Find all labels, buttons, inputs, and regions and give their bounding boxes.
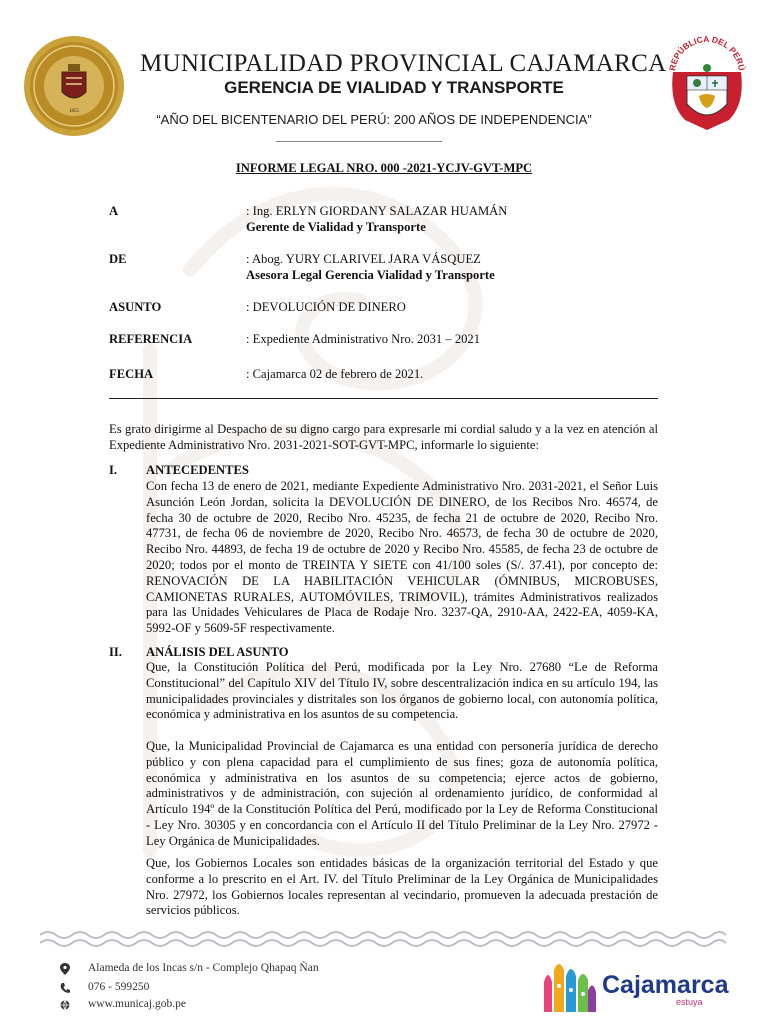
field-label-de: DE — [109, 252, 127, 266]
section-1-number: I. — [109, 463, 118, 477]
brand-tagline: estuya — [676, 997, 703, 1007]
fields-divider — [109, 398, 658, 399]
section-2-paragraph-3: Que, los Gobiernos Locales son entidades básicas de la organización territorial del Estado y que conforme a lo prescrito en el Art. IV. del Título Preliminar de la Ley Orgánica de Municipalidades Nro. 27972, los Gobiernos locales representan al vecindario, promueven la adecuada prestación de servicios públicos. — [146, 856, 658, 918]
section-1-title: ANTECEDENTES — [146, 463, 249, 477]
section-1-paragraph: Con fecha 13 de enero de 2021, mediante Expediente Administrativo Nro. 2031-2021, el Señor Luis Asunción León Jordan, solicita la DEVOLUCIÓN DE DINERO, de los Recibos Nro. 46574, de fecha 30 de octubre de 2020, Recibo Nro. 45235, de fecha 21 de octubre de 2020, Recibo Nro. 47731, de fecha 06 de noviembre de 2020, Recibo Nro. 46573, de fecha 30 de octubre de 2020, Recibo Nro. 44893, de fecha 19 de octubre de 2020 y Recibo Nro. 45585, de fecha 23 de octubre de 2020; todos por el monto de TREINTA Y SIETE con 41/100 soles (S/. 37.41), por concepto de: RENOVACIÓN DE LA HABILITACIÓN VEHICULAR (ÓMNIBUS, MICROBUSES, CAMIONETAS RURALES, AUTOMÓVILES, TRIMOVIL), trámites Administrativos realizados para las Unidades Vehiculares de Placa de Rodaje Nro. 3237-QA, 2910-AA, 2422-EA, 4059-KA, 5992-OF y 5609-5F respectivamente. — [146, 479, 658, 636]
svg-text:REPÚBLICA DEL PERÚ: REPÚBLICA DEL PERÚ — [667, 34, 747, 72]
cajamarca-brand-logo — [538, 956, 598, 1014]
field-label-fecha: FECHA — [109, 367, 154, 381]
globe-icon — [60, 999, 70, 1011]
footer-address: Alameda de los Incas s/n - Complejo Qhapaq Ñan — [88, 962, 319, 974]
field-label-a: A — [109, 204, 119, 218]
year-motto: “AÑO DEL BICENTENARIO DEL PERÚ: 200 AÑOS DE INDEPENDENCIA” — [156, 112, 592, 127]
field-value-de: : Abog. YURY CLARIVEL JARA VÁSQUEZ — [246, 252, 481, 266]
intro-paragraph: Es grato dirigirme al Despacho de su digno cargo para expresarle mi cordial saludo y a la vez en atención al Expediente Administrativo Nro. 2031-2021-SOT-GVT-MPC, informarle lo siguiente: — [109, 422, 658, 452]
peru-coat-of-arms-logo — [665, 34, 749, 134]
footer-website[interactable]: www.municaj.gob.pe — [88, 998, 186, 1010]
field-value-de-title: Asesora Legal Gerencia Vialidad y Transporte — [246, 268, 495, 282]
field-value-asunto: : DEVOLUCIÓN DE DINERO — [246, 300, 406, 314]
footer-pattern-band — [40, 929, 726, 949]
field-label-asunto: ASUNTO — [109, 300, 162, 314]
brand-name: Cajamarca — [602, 971, 729, 999]
document-title: INFORME LEGAL NRO. 000 -2021-YCJV-GVT-MPC — [235, 161, 533, 175]
municipality-name: MUNICIPALIDAD PROVINCIAL CAJAMARCA — [140, 50, 667, 77]
department-name: GERENCIA DE VIALIDAD Y TRANSPORTE — [224, 78, 564, 97]
location-pin-icon — [60, 963, 70, 975]
section-2-number: II. — [109, 645, 122, 659]
footer-phone: 076 - 599250 — [88, 981, 150, 993]
svg-text:1855: 1855 — [69, 109, 79, 114]
field-value-fecha: : Cajamarca 02 de febrero de 2021. — [246, 367, 424, 381]
field-label-referencia: REFERENCIA — [109, 332, 193, 346]
field-value-referencia: : Expediente Administrativo Nro. 2031 – 2021 — [246, 332, 481, 346]
header-divider — [276, 141, 442, 142]
field-value-a-title: Gerente de Vialidad y Transporte — [246, 220, 426, 234]
section-2-paragraph-2: Que, la Municipalidad Provincial de Cajamarca es una entidad con personería jurídica de derecho público y con plena capacidad para el cumplimiento de sus fines; goza de autonomía política, económica y administrativa en los asuntos de su competencia; ejerce actos de gobierno, administrativos y de administración, con sujeción al ordenamiento jurídico, de conformidad al Artículo 194º de la Constitución Política del Perú, modificado por la Ley de Reforma Constitucional - Ley Nro. 30305 y en concordancia con el Artículo II del Título Preliminar de la Ley Nro. 27972 - Ley Orgánica de Municipalidades. — [146, 739, 658, 848]
field-value-a: : Ing. ERLYN GIORDANY SALAZAR HUAMÁN — [246, 204, 508, 218]
section-2-title: ANÁLISIS DEL ASUNTO — [146, 645, 289, 659]
phone-icon — [60, 982, 70, 994]
section-2-paragraph-1: Que, la Constitución Política del Perú, modificada por la Ley Nro. 27680 “Le de Reforma Constitucional” del Capítulo XIV del Título IV, sobre descentralización indica en su artículo 194, las municipalidades provinciales y distritales son los órganos de gobierno local, con autonomía política, económica y administrativa en los asuntos de su competencia. — [146, 660, 658, 722]
